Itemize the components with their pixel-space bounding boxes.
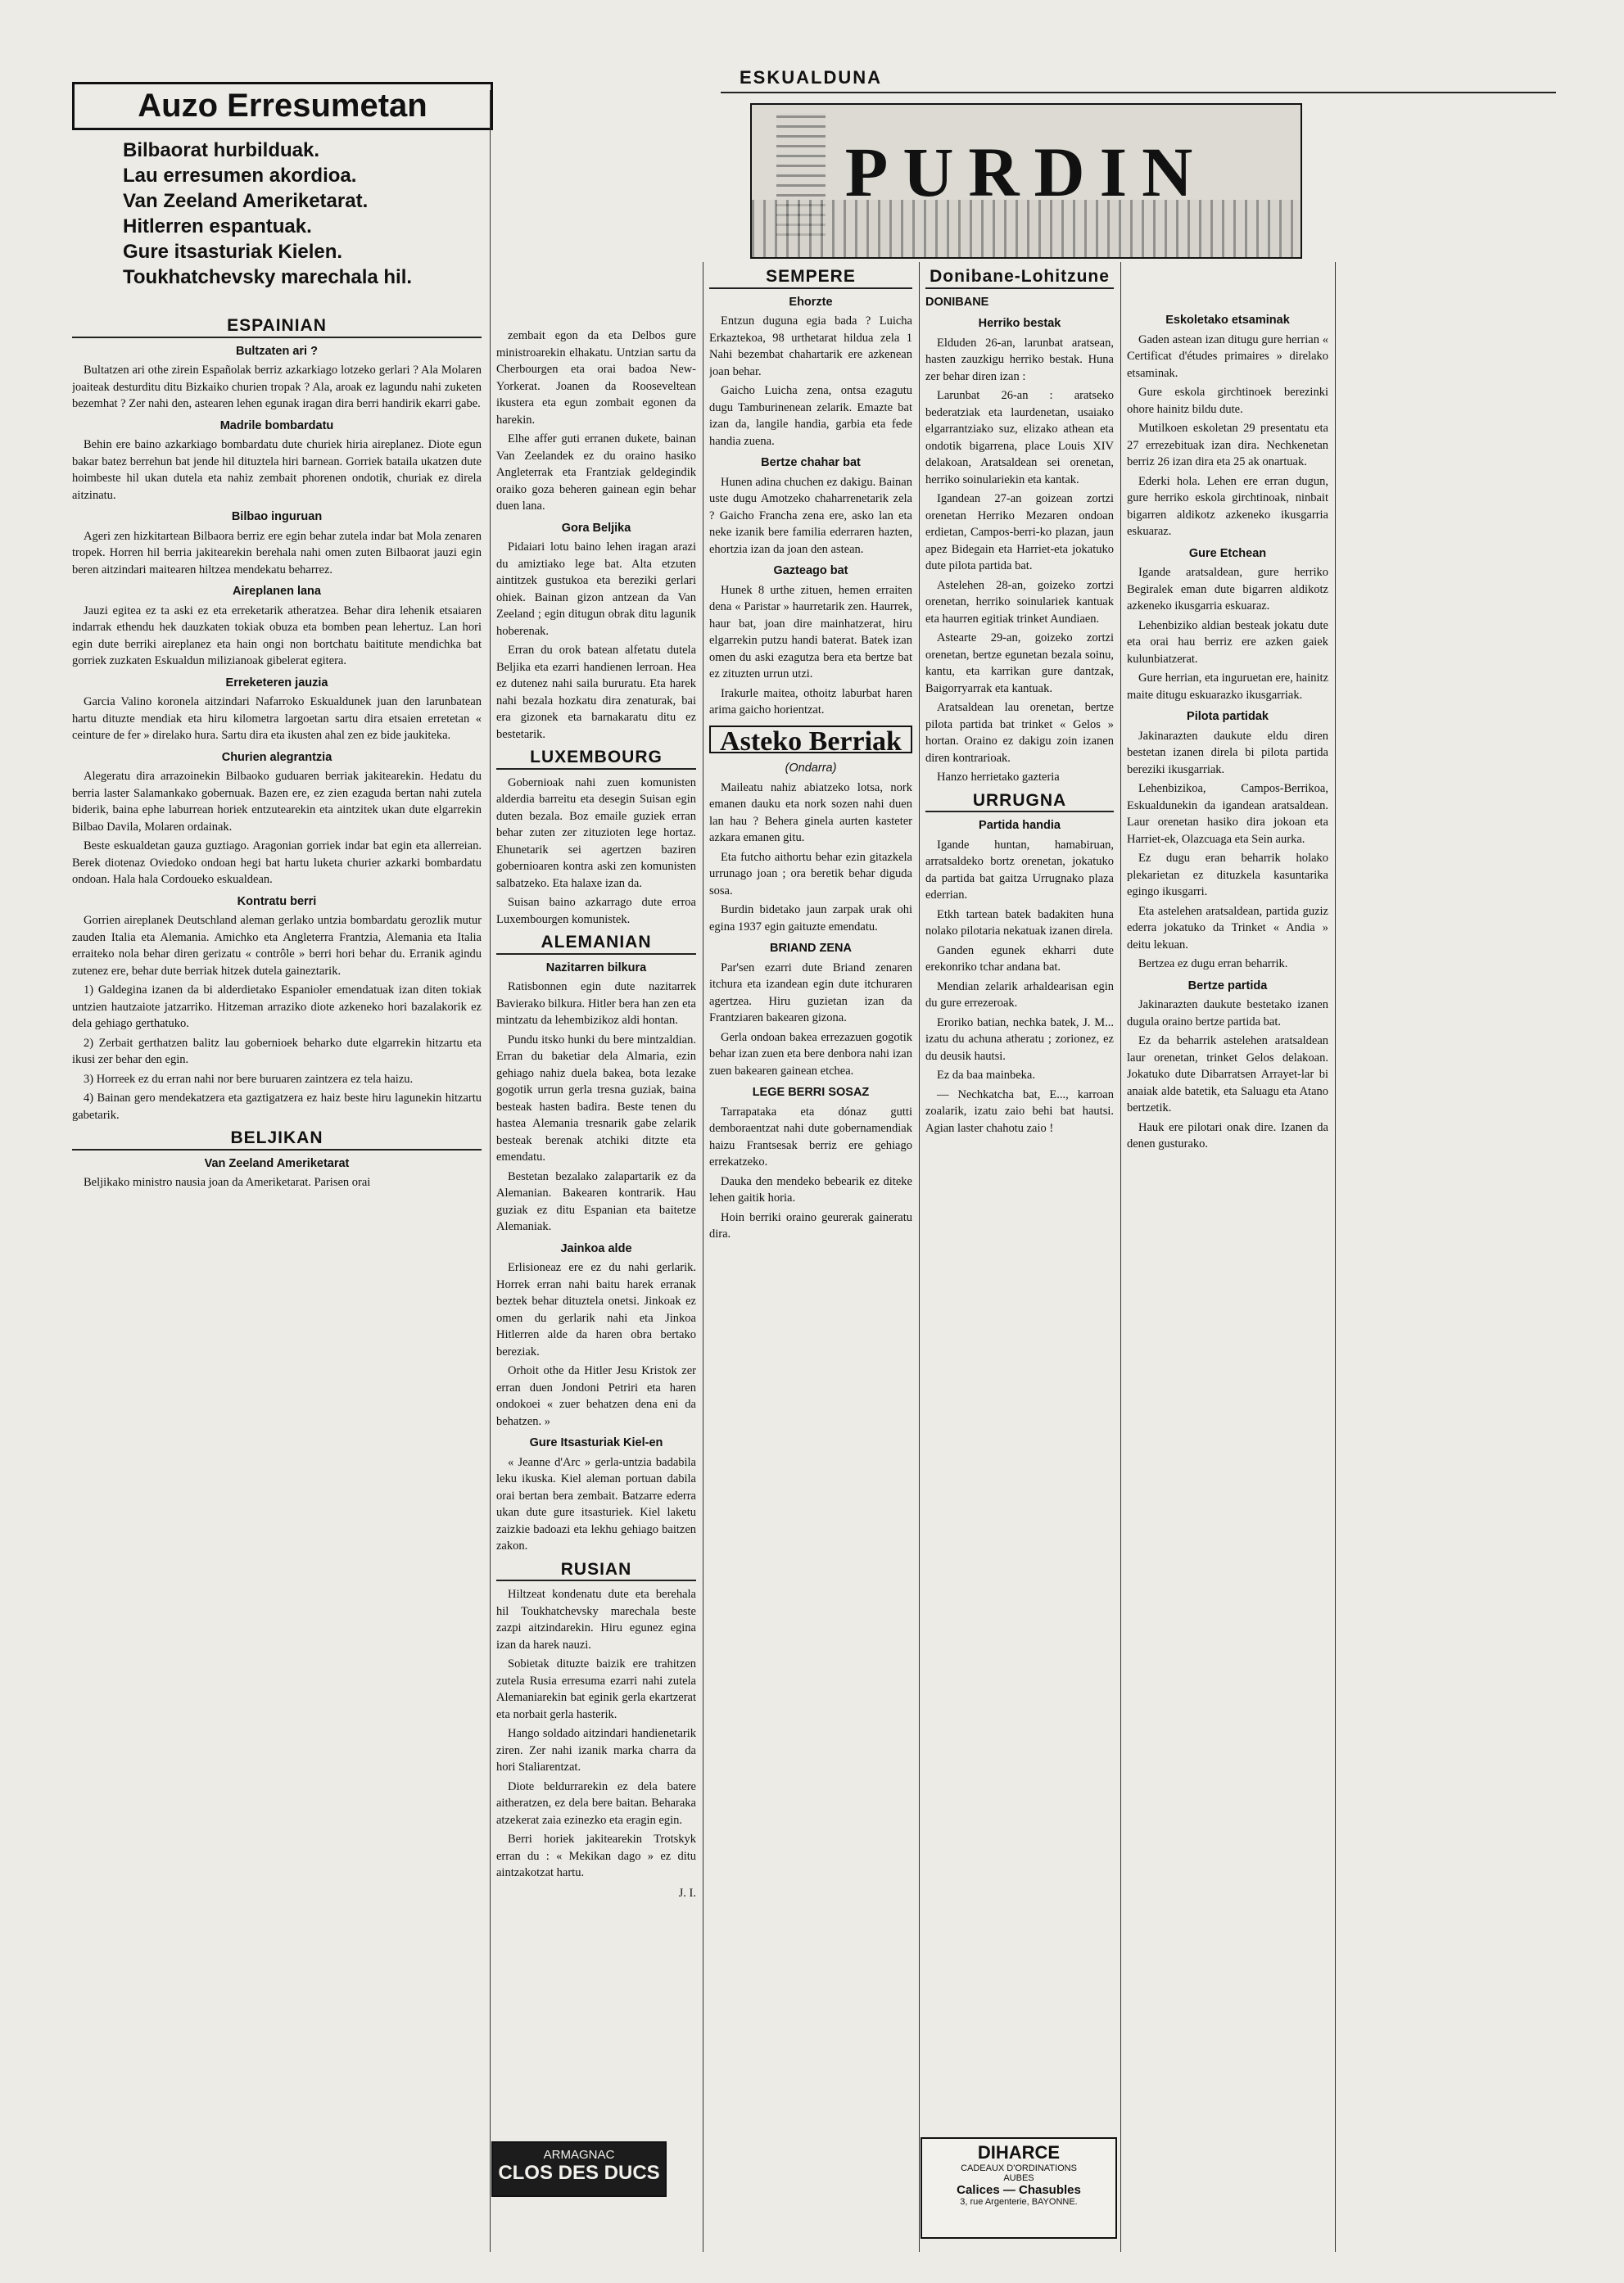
paragraph: Bestetan bezalako zalapartarik ez da Alemanian. Bakearen kontrarik. Hau guziak ez ditu Espanian eta baitetze Alemaniak.: [496, 1169, 696, 1233]
section-heading: SEMPERE: [709, 269, 912, 289]
paragraph: Suisan baino azkarrago dute erroa Luxembourgen komunistek.: [496, 896, 696, 926]
paragraph: Jakinarazten daukute bestetako izanen dugula oraino bertze partida bat.: [1127, 998, 1328, 1028]
column-rule: [490, 90, 491, 2252]
paragraph: Hunen adina chuchen ez dakigu. Bainan uste dugu Amotzeko chaharrenetarik zela ? Gaicho Francha zena ere, asko lan eta neke izanik bere familia ederraren hazten, ehortzia izan da joan den astean.: [709, 475, 912, 556]
subheading: Eskoletako etsaminak: [1165, 314, 1290, 327]
paragraph: Sobietak dituzte baizik ere trahitzen zutela Rusia erresuma ezarri nahi zutela Alemaniarekin bat eginik gerla ekartzerat eta norbait gerla hasterik.: [496, 1657, 696, 1721]
section-heading: RUSIAN: [496, 1562, 696, 1582]
paragraph: Alegeratu dira arrazoinekin Bilbaoko guduaren berriak jakitearekin. Hedatu du berria laster Salamankako gobernuak. Bazen ere, ez zien ezaguda bertan nahi zutela biderik, baina ephe laburrean horiek entzutearekin eta aintzitek ukan dute elgarrekin Bilbao Davila, Molaren ordainak.: [72, 770, 482, 834]
subheading: Nazitarren bilkura: [545, 961, 647, 974]
paragraph: Pundu itsko hunki du bere mintzaldian. Erran du baketiar dela Almaria, ezin gehiago nahiz duela bakea, bota lezake gogotik urrun gerla tresna guziak, baina besteak hasten badira. Beste tenen du hastea Alemania tresnarik gabe zelarik besteak berenak atchiki ditzte eta emendatu.: [496, 1033, 696, 1164]
paragraph: Tarrapataka eta dónaz gutti demboraentzat nahi dute gobernamendiak haizu Frantsesak berriz ere gehiago errekatzeko.: [709, 1105, 912, 1169]
paragraph: Erlisioneaz ere ez du nahi gerlarik. Horrek erran nahi baitu harek erranak beztek behar dituztela onetsi. Jinkoak ez omen du gerlarik nahi eta Jinkoa Hitlerren alde da haren obra bertako bereziak.: [496, 1261, 696, 1358]
paragraph: Larunbat 26-an : aratseko bederatziak eta laurdenetan, usaiako elgarrantziako suz, elizako athean eta ondotik bigarrena, place Louis XIV delakoan, Aratsaldean sei orenetan, herriko soinulariekin eta kantak.: [925, 389, 1114, 486]
paragraph: Aratsaldean lau orenetan, bertze pilota partida bat trinket « Gelos » hortan. Oraino ez dakigu zoin izanen diren kontrarioak.: [925, 701, 1114, 765]
ad-brand: DIHARCE: [977, 2142, 1061, 2163]
signature: J. I.: [678, 1886, 696, 1900]
subheading: Herriko bestak: [978, 317, 1061, 330]
paragraph: Irakurle maitea, othoitz laburbat haren arima gaicho horientzat.: [709, 686, 912, 717]
paragraph: « Jeanne d'Arc » gerla-untzia badabila leku ikuska. Kiel aleman portuan dabila orai bertan bera zembait. Batzarre ederra ukan dute gure itsasturiek. Kiel laketu zaizkie badoazi eta lekhu gehiago baitzen zakon.: [496, 1455, 696, 1553]
masthead-title: Auzo Erresumetan: [72, 82, 493, 130]
list-item: 3) Horreek ez du erran nahi nor bere buruaren zaintzera ez tela haizu.: [84, 1072, 414, 1086]
top-rule: [721, 92, 1556, 93]
section-heading: ALEMANIAN: [496, 934, 696, 955]
subheading: Madrile bombardatu: [219, 418, 334, 432]
paragraph: Par'sen ezarri dute Briand zenaren itchura eta izandean egin dute itchuraren agertzea. Hiru guzietan izan da Frantziaren bakearen gizona.: [709, 961, 912, 1024]
subheading: Gazteago bat: [773, 564, 848, 577]
paragraph: Etkh tartean batek badakiten huna nolako pilotaria nekatuak izanen direla.: [925, 907, 1114, 938]
ad-line: ARMAGNAC: [543, 2148, 615, 2162]
purdin-banner: [750, 103, 1302, 259]
asteko-berriak-title: Asteko Berriak: [709, 726, 912, 754]
column-4b: [1127, 307, 1328, 2133]
paragraph: Garcia Valino koronela aitzindari Nafarroko Eskualdunek juan den larunbatean hartu dituzte mendiak eta hiru kilometra largoetan sartu dira etsaien erretetan « ceinture de fer » direlako hura. Sartu dira eta ikusten ahal zen ez bide jaukiteka.: [72, 695, 482, 742]
subheading: Jainkoa alde: [560, 1241, 632, 1255]
column-4: [925, 262, 1114, 2145]
paragraph: Mendian zelarik arhaldearisan egin du gure errezeroak.: [925, 979, 1114, 1010]
paragraph: Beste eskualdetan gauza guztiago. Aragonian gorriek indar bat egin eta allerreian. Berek diotenaz Oviedoko ondoan hegi bat hartu luketa churier azkarki bombardatu ondoan. Hala hala Cordoueko eskualdean.: [72, 839, 482, 886]
subheading: Churien alegrantzia: [221, 750, 332, 764]
running-head: ESKUALDUNA: [740, 67, 882, 88]
paragraph: Hango soldado aitzindari handienetarik ziren. Zer nahi izanik marka charra da hori Staliarentzat.: [496, 1727, 696, 1774]
list-item: 1) Galdegina izanen da bi alderdietako Espanioler emendatuak izan diten tokiak untzien hautzaiote jatzarriko. Hitzeman arraziko diote azkeneko hori bazalakorik ez dela gehiago gerthatuko.: [72, 983, 482, 1030]
col5-top: [1127, 262, 1328, 303]
paragraph: Jauzi egitea ez ta aski ez eta erreketarik atheratzea. Behar dira lehenik etsaiaren indarrak ethendu hek dauzkaten tokiak obuza eta bomben pean lehertuz. Lan hori egin dute berriki aireplanez eta hain ongi non bortchatu baititute mendichka bat gorriek zuzkaten Eskualdun milizianoak gibelerat egitera.: [72, 604, 482, 667]
paragraph: Hanzo herrietako gazteria: [937, 771, 1060, 784]
ad-line: Calices — Chasubles: [957, 2183, 1081, 2197]
paragraph: Elduden 26-an, larunbat aratsean, hasten zauzkigu herriko bestak. Huna zer behar diren izan :: [925, 336, 1114, 383]
paragraph: Dauka den mendeko bebearik ez diteke lehen gaitik horia.: [709, 1174, 912, 1205]
paragraph: Eta astelehen aratsaldean, partida guziz ederra jokatuko da Trinket « Andia » deitu lekuan.: [1127, 904, 1328, 952]
paragraph: Ederki hola. Lehen ere erran dugun, gure herriko eskola girchtinoak, ninbait bigarren aldikotz azkeneko ikusgarria eskuaraz.: [1127, 474, 1328, 538]
byline: (Ondarra): [785, 762, 837, 775]
section-heading: ESPAINIAN: [72, 318, 482, 338]
subheading: LEGE BERRI SOSAZ: [752, 1086, 870, 1099]
subheading: Ehorzte: [789, 295, 833, 309]
section-heading: Donibane-Lohitzune: [925, 269, 1114, 289]
headline: Van Zeeland Ameriketarat.: [123, 190, 369, 212]
paragraph: — Nechkatcha bat, E..., karroan zoalarik, izatu zaio behi bat hautsi. Agian laster chahotu zaio !: [925, 1087, 1114, 1135]
paragraph: Orhoit othe da Hitler Jesu Kristok zer erran duen Jondoni Petriri eta haren ondokoei « zuer behatzen dena eni da behatzen. »: [496, 1364, 696, 1428]
paragraph: Diote beldurrarekin ez dela batere aitheratzen, ez dela bere baitan. Beharaka atzekerat zaia ezinezko eta eragin egin.: [496, 1779, 696, 1827]
subheading: Kontratu berri: [237, 894, 317, 908]
paragraph: Beljikako ministro nausia joan da Ameriketarat. Parisen orai: [84, 1176, 371, 1189]
column-2: [496, 328, 696, 2260]
ad-brand: CLOS DES DUCS: [498, 2162, 660, 2184]
paragraph: Ganden egunek ekharri dute erekonriko tchar andana bat.: [925, 943, 1114, 974]
headline: Gure itsasturiak Kielen.: [123, 241, 343, 263]
paragraph: Ageri zen hizkitartean Bilbaora berriz ere egin behar zutela indar bat Mola zenaren tropek. Horren hil berria jakitearekin berehala nahi omen zuten Bilbaorat jauzi egin beren aitzindari maitearen hiltzea mendekatu beharrez.: [72, 529, 482, 576]
paragraph: Bertzea ez dugu erran beharrik.: [1138, 957, 1288, 970]
paragraph: Hoin berriki oraino geurerak gaineratu dira.: [709, 1210, 912, 1241]
armagnac-ad: [491, 2141, 667, 2197]
paragraph: Erran du orok batean alfetatu dutela Beljika eta ezarri handienen lerroan. Hea ez dutenez nahi saila bururatu. Eta harek nahi bezala hozkatu dira zenaturak, bai era gizonek eta barnakaratu ditu ez bestetarik.: [496, 644, 696, 741]
subheading: Aireplanen lana: [233, 585, 321, 598]
column-rule: [919, 262, 920, 2252]
dateline: DONIBANE: [925, 295, 989, 309]
subheading: Gora Beljika: [561, 521, 631, 535]
headline: Bilbaorat hurbilduak.: [123, 139, 320, 161]
paragraph: Igande aratsaldean, gure herriko Begiralek eman dute bigarren aldikotz azkeneko ikusgarria eskuaraz.: [1127, 566, 1328, 613]
paragraph: Jakinarazten daukute eldu diren bestetan izanen direla bi pilota partida bereziki ikusgarriak.: [1127, 729, 1328, 776]
masthead-headlines: [123, 138, 483, 290]
paragraph: Bultatzen ari othe zirein Españolak berriz azkarkiago lotzeko gerlari ? Ala Molaren joaiteak desturditu ditu Bizkaiko churien tropak ? Ala, aroak ez lagundu nahi zuketen bezemhat ? Zer nahi den, astearen lehen egunak iragan dira berri handirik ekarri gabe.: [72, 364, 482, 410]
paragraph: Hunek 8 urthe zituen, hemen erraiten dena « Paristar » haurretarik zen. Haurrek, haur bat, joan dire mainhatzerat, hiru elgarrekin putzu handi baterat. Batek izan omen du aski ezagutza bera eta bertze bat ez zituzten urrun utzi.: [709, 583, 912, 680]
paragraph: Gure eskola girchtinoek berezinki ohore hainitz bildu dute.: [1127, 386, 1328, 416]
headline: Lau erresumen akordioa.: [123, 165, 357, 187]
purdin-title: PURDIN: [844, 133, 1208, 211]
ad-line: CADEAUX D'ORDINATIONS: [961, 2163, 1077, 2173]
paragraph: Lehenbizikoa, Campos-Berrikoa, Eskualdunekin da igandean aratsaldean. Laur orenetan hasiko dira jokoan eta Harriet-ek, Olazcuaga eta Sein aurka.: [1127, 782, 1328, 846]
subheading: Bertze partida: [1187, 979, 1268, 992]
paragraph: Ez da baa mainbeka.: [937, 1069, 1035, 1082]
paragraph: zembait egon da eta Delbos gure ministroarekin elhakatu. Untzian sartu da Cherbourgen eta orai badoa New-Yorkerat. Joanen da Rooseveltean ikustera eta egun zombait egonen da harekin.: [496, 329, 696, 427]
paragraph: Eta futcho aithortu behar ezin gitazkela urrunago joan ; ora beretik behar diguda sosa.: [709, 850, 912, 897]
paragraph: Hiltzeat kondenatu dute eta berehala hil Toukhatchevsky marechala beste zazpi aitzindarekin. Hiru egunez egina izan da harek nauzi.: [496, 1588, 696, 1652]
paragraph: Gaden astean izan ditugu gure herrian « Certificat d'études primaires » direlako etsaminak.: [1127, 332, 1328, 380]
paragraph: Astelehen 28-an, goizeko zortzi orenetan, herriko soinulariek kantuak eta haurren egitiak trinket Aundiaen.: [925, 578, 1114, 626]
paragraph: Gorrien aireplanek Deutschland aleman gerlako untzia bombardatu gerozlik mutur zauden Italia eta Alemania. Amichko eta Angleterra Frantzia, Alemania eta Italia erraiteko nola behar diren gerizatu « contrôle » berri hori behar du. Erranik agindu zutenez ere, behar dute berriak hitzek dutela gaineztarik.: [72, 914, 482, 978]
paragraph: Burdin bidetako jaun zarpak urak ohi egina 1937 egin gaituzte emendatu.: [709, 903, 912, 934]
column-rule: [1335, 262, 1336, 2252]
paragraph: Maileatu nahiz abiatzeko lotsa, nork emanen dauku eta nork sozen nahi duen lan hau ? Behera ginela aurten kasteter azkara emanen gitu.: [709, 780, 912, 844]
paragraph: Igande huntan, hamabiruan, arratsaldeko bortz orenetan, jokatuko da partida bat gaitza Urrugnako plaza ederrian.: [925, 838, 1114, 902]
subheading: BRIAND ZENA: [770, 942, 852, 955]
subheading: Van Zeeland Ameriketarat: [204, 1156, 350, 1170]
paragraph: Gobernioak nahi zuen komunisten alderdia barreitu eta desegin Suisan egin duten bezala. Boz emaile guziek erran behar zuten zer zituzioten lege hortaz. Ehunetarik sei agertzen baziren gobernioaren kontra aski zen komunisten salbatzeko. Eta halaxe izan da.: [496, 775, 696, 890]
ad-line: AUBES: [1003, 2173, 1034, 2183]
paragraph: Igandean 27-an goizean zortzi orenetan Herriko Mezaren ondoan erdietan, Campos-berri-ko plazan, jaun apez Bidegain eta Harriet-eta jokatuko dute pilota partida bat.: [925, 492, 1114, 572]
paragraph: Hauk ere pilotari onak dire. Izanen da denen gusturako.: [1127, 1120, 1328, 1151]
column-3: [709, 262, 912, 2260]
list-item: 4) Bainan gero mendekatzera eta gaztigatzera ez haiz beste hiru lagunekin hitzartu gabetarik.: [72, 1092, 482, 1122]
subheading: Gure Itsasturiak Kiel-en: [529, 1436, 663, 1449]
subheading: Erreketeren jauzia: [225, 676, 328, 689]
column-1: [72, 311, 482, 2260]
paragraph: Ez da beharrik astelehen aratsaldean laur orenetan, trinket Gelos delakoan. Jokatuko dute Dibarratsen Arrayet-lar bi anaiak alde batetik, eta Saluagu eta Atano bertzetik.: [1127, 1034, 1328, 1114]
subheading: Gure Etchean: [1188, 546, 1267, 560]
section-heading: URRUGNA: [925, 793, 1114, 813]
diharce-ad: [921, 2137, 1117, 2239]
paragraph: Eroriko batian, nechka batek, J. M... izatu du achuna atheratu ; zorionez, ez du deusik hautsi.: [925, 1015, 1114, 1063]
paragraph: Lehenbiziko aldian besteak jokatu dute eta orai hau berriz ere azken gaiek kulunbiatzerat.: [1127, 618, 1328, 666]
subheading: Bultzaten ari ?: [236, 344, 318, 358]
paragraph: Gaicho Luicha zena, ontsa ezagutu dugu Tamburinenean zelarik. Emazte bat izan da, langile handia, garbia eta fede handia zuena.: [709, 384, 912, 448]
ad-line: 3, rue Argenterie, BAYONNE.: [960, 2197, 1078, 2207]
section-heading: LUXEMBOURG: [496, 749, 696, 770]
subheading: Partida handia: [979, 819, 1061, 832]
subheading: Pilota partidak: [1187, 710, 1269, 723]
column-rule: [1120, 262, 1121, 2252]
paragraph: Ez dugu eran beharrik holako plekarietan ez dituzkela kasuntarika egingo ikusgarri.: [1127, 852, 1328, 898]
paragraph: Gure herrian, eta inguruetan ere, hainitz maite ditugu eskuarazko ikusgarriak.: [1127, 671, 1328, 702]
section-heading: BELJIKAN: [72, 1130, 482, 1151]
paragraph: Ratisbonnen egin dute nazitarrek Bavierako bilkura. Hitler bera han zen eta mintzatu da lehembizikoz aldi hontan.: [496, 980, 696, 1027]
headline: Hitlerren espantuak.: [123, 215, 312, 237]
headline: Toukhatchevsky marechala hil.: [123, 266, 413, 288]
paragraph: Behin ere baino azkarkiago bombardatu dute churiek hiria aireplanez. Diote egun bakar batez berrehun bat jende hil dituztela hiri barnean. Gorriek bataila ukatzen dute hoimbeste hil ukan dutela eta nahiz zembait phorenen ondotik, churiak ez direla aitzinatu.: [72, 438, 482, 502]
paragraph: Elhe affer guti erranen dukete, bainan Van Zeelandek ez du oraino hasiko Angleterrak eta Frantziak geldegindik oraiko goza beheren gainean egin behar duen lana.: [496, 432, 696, 513]
list-item: 2) Zerbait gerthatzen balitz lau gobernioek beharko dute elgarrekin hitzartu eta ikusi zer behar den egin.: [72, 1036, 482, 1066]
subheading: Bilbao inguruan: [231, 510, 323, 523]
subheading: Bertze chahar bat: [761, 456, 861, 469]
paragraph: Entzun duguna egia bada ? Luicha Erkaztekoa, 98 urthetarat hildua zela 1 Nahi bezembat chahartarik ere azkenean joan behar.: [709, 314, 912, 378]
paragraph: Mutilkoen eskoletan 29 presentatu eta 27 errezebituak izan dira. Nechkenetan berriz 26 izan dira eta 25 ak onartuak.: [1127, 422, 1328, 468]
paragraph: Berri horiek jakitearekin Trotskyk erran du : « Mekikan dago » ez ditu aintzakotzat hartu.: [496, 1833, 696, 1879]
paragraph: Gerla ondoan bakea errezazuen gogotik behar izan zuen eta bere denbora nahi izan zuen bakearen gainean etchea.: [709, 1030, 912, 1078]
paragraph: Pidaiari lotu baino lehen iragan arazi du amiztiako lege bat. Alta etzuten aintitzek gustukoa eta bereziki gerlari ohiek. Bainan gizon antzean da Van Zeeland ; egin ditugun obrak ditu lagunik hoberenak.: [496, 540, 696, 638]
paragraph: Astearte 29-an, goizeko zortzi orenetan, bertze egunetan bezala soinu, kantu, eta karrikan gure dantzak, Baigorryarrak eta kantuak.: [925, 631, 1114, 695]
